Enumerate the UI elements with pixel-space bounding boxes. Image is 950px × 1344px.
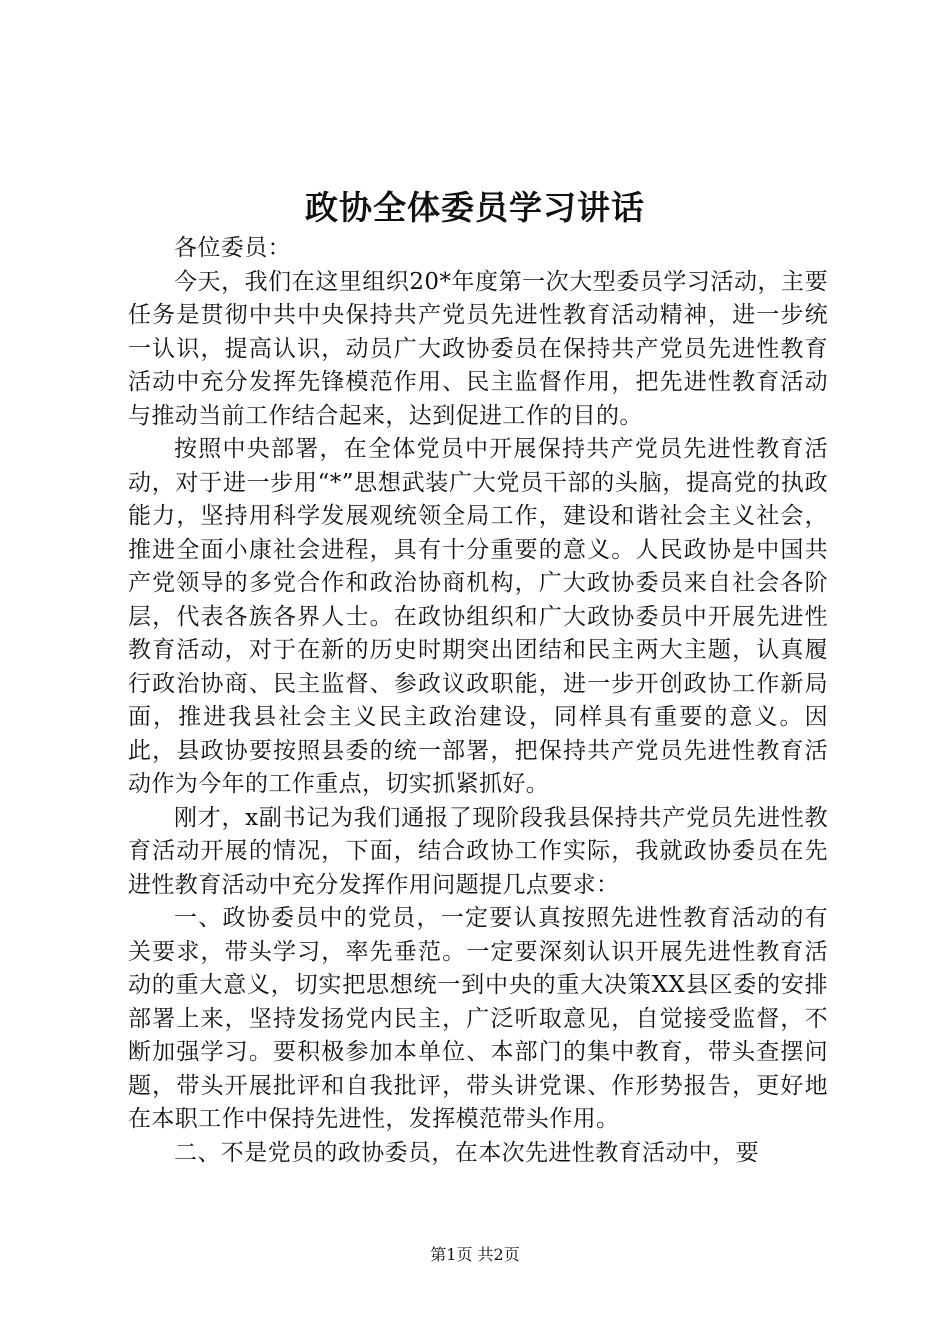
paragraph-deployment: 按照中央部署，在全体党员中开展保持共产党员先进性教育活动，对于进一步用“*”思想武装广大党员干部的头脑，提高党的执政能力，坚持用科学发展观统领全局工作，建设和谐社会主义社会，推进全面小康社会进程，具有十分重要的意义。人民政协是中国共产党领导的多党合作和政治协商机构，广大政协委员来自社会各阶层，代表各族各界人士。在政协组织和广大政协委员中开展先进性教育活动，对于在新的历史时期突出团结和民主两大主题，认真履行政治协商、民主监督、参政议政职能，进一步开创政协工作新局面，推进我县社会主义民主政治建设，同样具有重要的意义。因此，县政协要按照县委的统一部署，把保持共产党员先进性教育活动作为今年的工作重点，切实抓紧抓好。 [128,436,828,797]
paragraph-requirements: 刚才，x副书记为我们通报了现阶段我县保持共产党员先进性教育活动开展的情况，下面，结合政协工作实际，我就政协委员在先进性教育活动中充分发挥作用问题提几点要求： [128,804,828,898]
page-footer: 第1页 共2页 [430,1245,520,1264]
salutation: 各位委员： [174,235,291,261]
document-title: 政协全体委员学习讲话 [305,188,645,227]
paragraph-point-one: 一、政协委员中的党员，一定要认真按照先进性教育活动的有关要求，带头学习，率先垂范。一定要深刻认识开展先进性教育活动的重大意义，切实把思想统一到中央的重大决策XX县区委的安排部署上来，坚持发扬党内民主，广泛听取意见，自觉接受监督，不断加强学习。要积极参加本单位、本部门的集中教育，带头查摆问题，带头开展批评和自我批评，带头讲党课、作形势报告，更好地在本职工作中保持先进性，发挥模范带头作用。 [128,905,828,1132]
document-body [128,232,828,1170]
paragraph-point-two: 二、不是党员的政协委员，在本次先进性教育活动中，要 [174,1139,759,1166]
paragraph-intro: 今天，我们在这里组织20*年度第一次大型委员学习活动，主要任务是贯彻中共中央保持共产党员先进性教育活动精神，进一步统一认识，提高认识，动员广大政协委员在保持共产党员先进性教育活动中充分发挥先锋模范作用、民主监督作用，把先进性教育活动与推动当前工作结合起来，达到促进工作的目的。 [128,268,828,429]
